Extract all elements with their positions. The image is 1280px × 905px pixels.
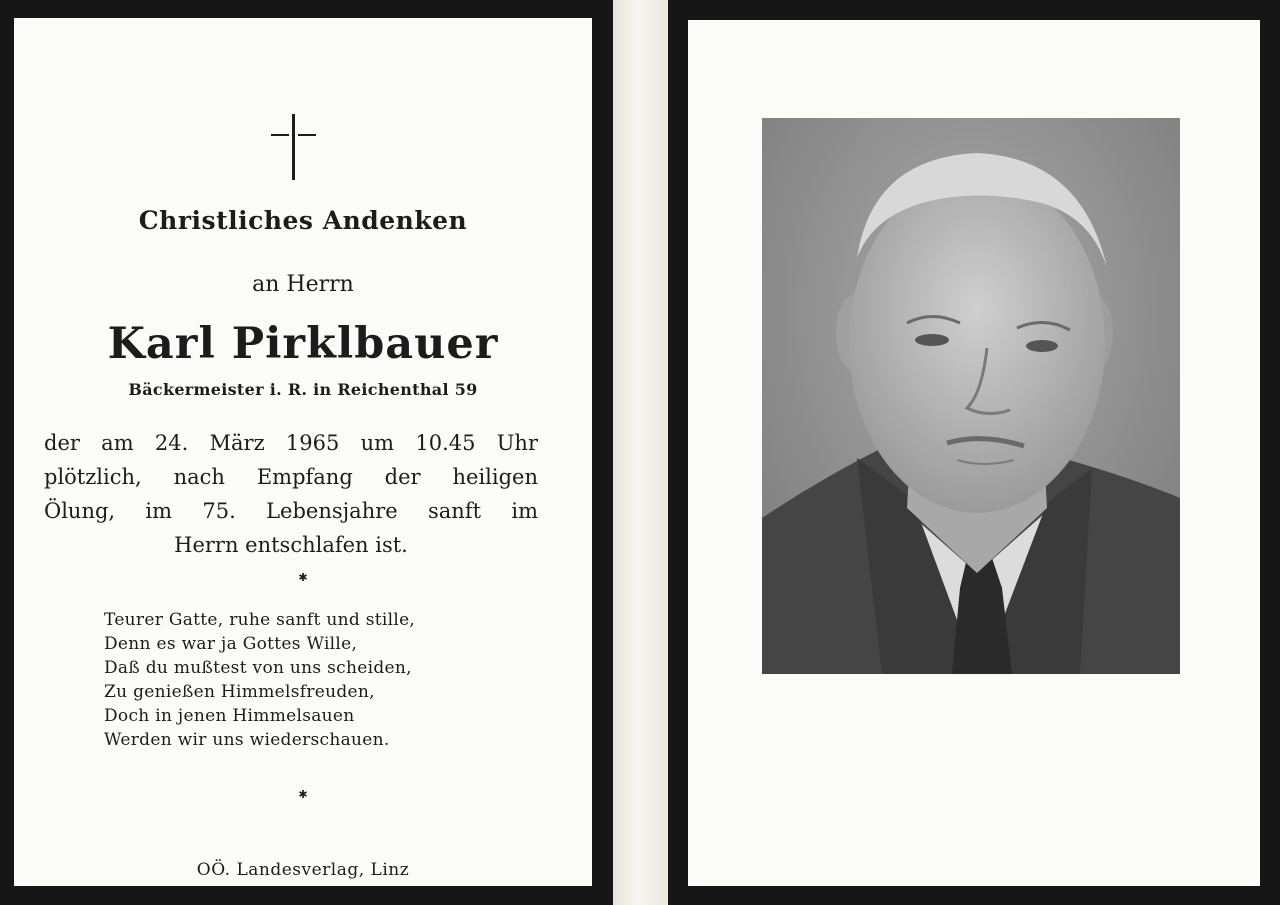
card-fold-gutter <box>613 0 668 905</box>
death-notice <box>44 426 538 562</box>
cross-icon <box>269 114 319 180</box>
poem-line: Doch in jenen Himmelsauen <box>104 706 355 726</box>
notice-line: Ölung, im 75. Lebensjahre sanft im <box>44 499 538 523</box>
notice-line: der am 24. März 1965 um 10.45 Uhr <box>44 431 538 455</box>
left-card-paper <box>14 18 592 886</box>
poem-line: Daß du mußtest von uns scheiden, <box>104 658 412 678</box>
ornament-star-icon: ✱ <box>298 788 308 801</box>
poem-line: Zu genießen Himmelsfreuden, <box>104 682 375 702</box>
right-card <box>668 0 1280 905</box>
poem-line: Teurer Gatte, ruhe sanft und stille, <box>104 610 416 630</box>
poem-line: Denn es war ja Gottes Wille, <box>104 634 358 654</box>
notice-line: Herrn entschlafen ist. <box>174 533 408 557</box>
notice-line: plötzlich, nach Empfang der heiligen <box>44 465 538 489</box>
ornament-star-icon: ✱ <box>298 571 308 584</box>
card-heading: Christliches Andenken <box>138 206 468 235</box>
poem <box>104 608 415 752</box>
publisher-imprint: OÖ. Landesverlag, Linz <box>196 860 410 880</box>
right-card-paper <box>688 20 1260 886</box>
deceased-name: Karl Pirklbauer <box>107 319 499 369</box>
left-card <box>0 0 613 905</box>
occupation-line: Bäckermeister i. R. in Reichenthal 59 <box>128 380 478 399</box>
poem-line: Werden wir uns wiederschauen. <box>104 730 390 750</box>
portrait-photo <box>762 118 1180 674</box>
salutation: an Herrn <box>252 272 354 297</box>
